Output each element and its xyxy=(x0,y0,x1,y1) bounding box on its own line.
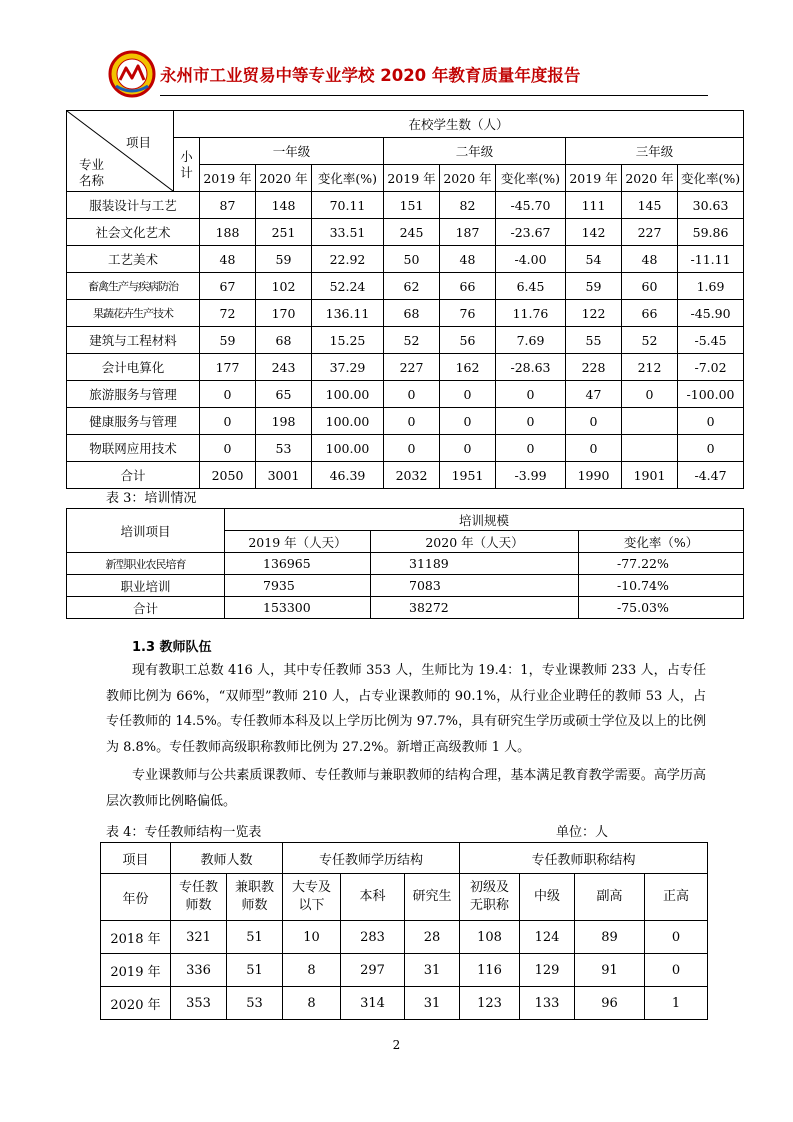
table-cell: 0 xyxy=(566,435,622,462)
major-name: 社会文化艺术 xyxy=(67,219,200,246)
table-cell: 136965 xyxy=(225,553,371,575)
table-cell: 227 xyxy=(622,219,678,246)
table-cell: 100.00 xyxy=(312,381,384,408)
table-cell: 243 xyxy=(256,354,312,381)
table-cell: -45.70 xyxy=(496,192,566,219)
corner-bottom-label: 年份 xyxy=(101,874,171,921)
table-cell: 31 xyxy=(405,987,460,1020)
year-header: 2020 年 xyxy=(440,165,496,192)
major-name: 会计电算化 xyxy=(67,354,200,381)
table-cell: 0 xyxy=(566,408,622,435)
table-cell: 133 xyxy=(520,987,575,1020)
table-cell: 30.63 xyxy=(678,192,744,219)
table-cell: 0 xyxy=(440,408,496,435)
table-row xyxy=(67,597,744,619)
corner-cell xyxy=(67,111,174,192)
column-header: 初级及 无职称 xyxy=(460,874,520,921)
table-cell xyxy=(622,435,678,462)
table-cell: 0 xyxy=(496,435,566,462)
table-cell: 297 xyxy=(341,954,405,987)
table-cell: 52 xyxy=(384,327,440,354)
table-cell: 251 xyxy=(256,219,312,246)
table-cell: 1.69 xyxy=(678,273,744,300)
table-cell: 0 xyxy=(678,408,744,435)
table-row xyxy=(67,381,744,408)
table-cell: 7.69 xyxy=(496,327,566,354)
major-name: 物联网应用技术 xyxy=(67,435,200,462)
table-cell: 55 xyxy=(566,327,622,354)
corner-top-label: 项目 xyxy=(101,843,171,874)
table-cell: 11.76 xyxy=(496,300,566,327)
table-cell: 47 xyxy=(566,381,622,408)
table-cell: -75.03% xyxy=(579,597,744,619)
table-row xyxy=(67,462,744,489)
table-cell: 82 xyxy=(440,192,496,219)
grade-header: 二年级 xyxy=(384,138,566,165)
table-cell: 1990 xyxy=(566,462,622,489)
table-cell: 33.51 xyxy=(312,219,384,246)
table-cell: 66 xyxy=(622,300,678,327)
table-cell: 38272 xyxy=(371,597,579,619)
training-table xyxy=(66,508,744,619)
table-cell: 50 xyxy=(384,246,440,273)
table-cell: 1 xyxy=(645,987,708,1020)
table-row xyxy=(67,435,744,462)
item-header: 培训项目 xyxy=(67,509,225,553)
table-cell: 0 xyxy=(678,435,744,462)
table-cell: 72 xyxy=(200,300,256,327)
major-name: 果蔬花卉生产技术 xyxy=(67,300,200,327)
table-cell: 321 xyxy=(171,921,227,954)
table-cell: -4.00 xyxy=(496,246,566,273)
table-cell: 46.39 xyxy=(312,462,384,489)
group-header: 专任教师职称结构 xyxy=(460,843,708,874)
table-cell: 59 xyxy=(566,273,622,300)
column-header: 中级 xyxy=(520,874,575,921)
table3-caption: 表 3：培训情况 xyxy=(106,491,197,506)
grade-header: 三年级 xyxy=(566,138,744,165)
year-header: 2019 年 xyxy=(384,165,440,192)
table-cell: 54 xyxy=(566,246,622,273)
scale-header: 培训规模 xyxy=(225,509,744,531)
table-cell: 245 xyxy=(384,219,440,246)
table-cell: 67 xyxy=(200,273,256,300)
table-cell: 0 xyxy=(496,408,566,435)
table4-caption: 表 4：专任教师结构一览表 xyxy=(106,825,262,840)
table-cell: 62 xyxy=(384,273,440,300)
table-cell: 31189 xyxy=(371,553,579,575)
table-row xyxy=(67,553,744,575)
table-cell: 53 xyxy=(256,435,312,462)
major-name: 合计 xyxy=(67,462,200,489)
table-cell: 53 xyxy=(227,987,283,1020)
table-cell: -7.02 xyxy=(678,354,744,381)
table-cell: 8 xyxy=(283,987,341,1020)
table-cell: 48 xyxy=(200,246,256,273)
header-rule xyxy=(160,95,708,96)
column-header: 变化率（%） xyxy=(579,531,744,553)
table-cell: 100.00 xyxy=(312,435,384,462)
table-cell: 136.11 xyxy=(312,300,384,327)
table-cell: 1901 xyxy=(622,462,678,489)
page-header xyxy=(108,50,708,100)
header-row xyxy=(67,111,744,138)
table-cell: 108 xyxy=(460,921,520,954)
header-row xyxy=(101,874,708,921)
table-cell: 148 xyxy=(256,192,312,219)
year-header: 变化率(%) xyxy=(312,165,384,192)
year-header: 2020 年 xyxy=(622,165,678,192)
table-cell: 198 xyxy=(256,408,312,435)
table-cell: 116 xyxy=(460,954,520,987)
table-cell: 7935 xyxy=(225,575,371,597)
group-header: 专任教师学历结构 xyxy=(283,843,460,874)
table-cell: -10.74% xyxy=(579,575,744,597)
column-header: 本科 xyxy=(341,874,405,921)
table-cell: 100.00 xyxy=(312,408,384,435)
table-cell: 87 xyxy=(200,192,256,219)
major-name: 畜禽生产与疾病防治 xyxy=(67,273,200,300)
table-cell: 145 xyxy=(622,192,678,219)
table-cell: 51 xyxy=(227,954,283,987)
table-cell: 22.92 xyxy=(312,246,384,273)
table-cell: 188 xyxy=(200,219,256,246)
table-cell: 2018 年 xyxy=(101,921,171,954)
table-cell: 0 xyxy=(645,954,708,987)
table-cell: 336 xyxy=(171,954,227,987)
table-row xyxy=(101,954,708,987)
table-row xyxy=(67,575,744,597)
header-row xyxy=(67,509,744,531)
table-cell: 212 xyxy=(622,354,678,381)
table-cell: 48 xyxy=(440,246,496,273)
column-header: 2020 年（人天） xyxy=(371,531,579,553)
table-cell: 0 xyxy=(440,381,496,408)
table-cell: -28.63 xyxy=(496,354,566,381)
table-cell: 76 xyxy=(440,300,496,327)
corner-top-label: 项目 xyxy=(125,135,151,150)
table-cell: 37.29 xyxy=(312,354,384,381)
year-header: 2019 年 xyxy=(200,165,256,192)
table-cell: 1951 xyxy=(440,462,496,489)
table-cell: 15.25 xyxy=(312,327,384,354)
table-cell: 3001 xyxy=(256,462,312,489)
table-cell: -100.00 xyxy=(678,381,744,408)
paragraph-1: 现有教职工总数 416 人，其中专任教师 353 人，生师比为 19.4：1，专业课教师 233 人，占专任教师比例为 66%，“双师型”教师 210 人，占专业课教师的 90.1%，从行业企业聘任的教师 53 人，占专任教师的 14.5%。专任教师本科及以上学历比例为 97.7%，具有研究生学历或硕士学位及以上的比例为 8.8%。专任教师高级职称教师比例为 27.2%。新增正高级教师 1 人。 xyxy=(106,663,706,755)
table-cell: 70.11 xyxy=(312,192,384,219)
table-cell: 0 xyxy=(384,408,440,435)
major-name: 健康服务与管理 xyxy=(67,408,200,435)
section-title: 1.3 教师队伍 xyxy=(132,640,212,655)
table-cell xyxy=(622,408,678,435)
table-cell: 124 xyxy=(520,921,575,954)
table-row xyxy=(101,987,708,1020)
table-cell: 0 xyxy=(200,435,256,462)
corner-bottom-label: 专业 名称 xyxy=(79,157,105,188)
table-row xyxy=(67,408,744,435)
table-cell: 6.45 xyxy=(496,273,566,300)
table-cell: 187 xyxy=(440,219,496,246)
training-item: 职业培训 xyxy=(67,575,225,597)
table-cell: 7083 xyxy=(371,575,579,597)
column-header: 研究生 xyxy=(405,874,460,921)
year-header: 2020 年 xyxy=(256,165,312,192)
table-cell: 0 xyxy=(440,435,496,462)
column-header: 兼职教 师数 xyxy=(227,874,283,921)
table4-unit: 单位：人 xyxy=(556,825,609,840)
table-cell: -45.90 xyxy=(678,300,744,327)
table-cell: 111 xyxy=(566,192,622,219)
table-cell: -5.45 xyxy=(678,327,744,354)
column-header: 2019 年（人天） xyxy=(225,531,371,553)
table-cell: 89 xyxy=(575,921,645,954)
table-cell: 96 xyxy=(575,987,645,1020)
table-cell: 314 xyxy=(341,987,405,1020)
table-cell: 66 xyxy=(440,273,496,300)
table-cell: 129 xyxy=(520,954,575,987)
table-cell: 177 xyxy=(200,354,256,381)
table-cell: -3.99 xyxy=(496,462,566,489)
table-cell: 122 xyxy=(566,300,622,327)
column-header: 正高 xyxy=(645,874,708,921)
table-cell: 48 xyxy=(622,246,678,273)
subtotal-header: 小计 xyxy=(174,138,200,192)
report-title: 永州市工业贸易中等专业学校 2020 年教育质量年度报告 xyxy=(160,66,581,85)
table-cell: 228 xyxy=(566,354,622,381)
table-row xyxy=(101,921,708,954)
major-name: 服装设计与工艺 xyxy=(67,192,200,219)
table-cell: 0 xyxy=(200,408,256,435)
table-cell: 153300 xyxy=(225,597,371,619)
training-item: 新型职业农民培育 xyxy=(67,553,225,575)
table-cell: 102 xyxy=(256,273,312,300)
table-cell: 2019 年 xyxy=(101,954,171,987)
table-cell: 51 xyxy=(227,921,283,954)
table-row xyxy=(67,300,744,327)
table-cell: 0 xyxy=(200,381,256,408)
major-name: 工艺美术 xyxy=(67,246,200,273)
table-row xyxy=(67,273,744,300)
column-header: 副高 xyxy=(575,874,645,921)
table-cell: 0 xyxy=(384,435,440,462)
table-cell: 0 xyxy=(496,381,566,408)
table-cell: 65 xyxy=(256,381,312,408)
year-header: 变化率(%) xyxy=(678,165,744,192)
table-cell: 170 xyxy=(256,300,312,327)
year-header: 2019 年 xyxy=(566,165,622,192)
page-number: 2 xyxy=(392,1038,401,1052)
table-cell: -77.22% xyxy=(579,553,744,575)
table-cell: 283 xyxy=(341,921,405,954)
table-cell: 91 xyxy=(575,954,645,987)
header-row xyxy=(101,843,708,874)
table-cell: 52 xyxy=(622,327,678,354)
table-row xyxy=(67,354,744,381)
table-cell: 0 xyxy=(622,381,678,408)
table-cell: 353 xyxy=(171,987,227,1020)
table-cell: -23.67 xyxy=(496,219,566,246)
table-cell: 2050 xyxy=(200,462,256,489)
table-cell: 28 xyxy=(405,921,460,954)
year-header: 变化率(%) xyxy=(496,165,566,192)
major-name: 建筑与工程材料 xyxy=(67,327,200,354)
group-header: 在校学生数（人） xyxy=(174,111,744,138)
table-cell: 56 xyxy=(440,327,496,354)
table-cell: 142 xyxy=(566,219,622,246)
table-cell: 227 xyxy=(384,354,440,381)
table-row xyxy=(67,246,744,273)
table-cell: 31 xyxy=(405,954,460,987)
table-cell: 2020 年 xyxy=(101,987,171,1020)
table-cell: 2032 xyxy=(384,462,440,489)
enrollment-table xyxy=(66,110,744,489)
table-row xyxy=(67,327,744,354)
training-item: 合计 xyxy=(67,597,225,619)
table-cell: 52.24 xyxy=(312,273,384,300)
table-cell: 68 xyxy=(384,300,440,327)
table-cell: 0 xyxy=(645,921,708,954)
table-cell: 59.86 xyxy=(678,219,744,246)
table-row xyxy=(67,219,744,246)
column-header: 专任教 师数 xyxy=(171,874,227,921)
table-cell: 59 xyxy=(200,327,256,354)
table-cell: 59 xyxy=(256,246,312,273)
table-row xyxy=(67,192,744,219)
table-cell: 151 xyxy=(384,192,440,219)
column-header: 大专及 以下 xyxy=(283,874,341,921)
table-cell: 162 xyxy=(440,354,496,381)
group-header: 教师人数 xyxy=(171,843,283,874)
table-cell: 8 xyxy=(283,954,341,987)
table-cell: 60 xyxy=(622,273,678,300)
table-cell: 68 xyxy=(256,327,312,354)
school-emblem-icon xyxy=(108,50,156,98)
paragraph-2: 专业课教师与公共素质课教师、专任教师与兼职教师的结构合理，基本满足教育教学需要。高学历高层次教师比例略偏低。 xyxy=(106,768,706,809)
table-cell: 10 xyxy=(283,921,341,954)
table-cell: -11.11 xyxy=(678,246,744,273)
table-cell: 0 xyxy=(384,381,440,408)
major-name: 旅游服务与管理 xyxy=(67,381,200,408)
grade-header: 一年级 xyxy=(200,138,384,165)
table-cell: 123 xyxy=(460,987,520,1020)
table-cell: -4.47 xyxy=(678,462,744,489)
teacher-structure-table xyxy=(100,842,708,1020)
